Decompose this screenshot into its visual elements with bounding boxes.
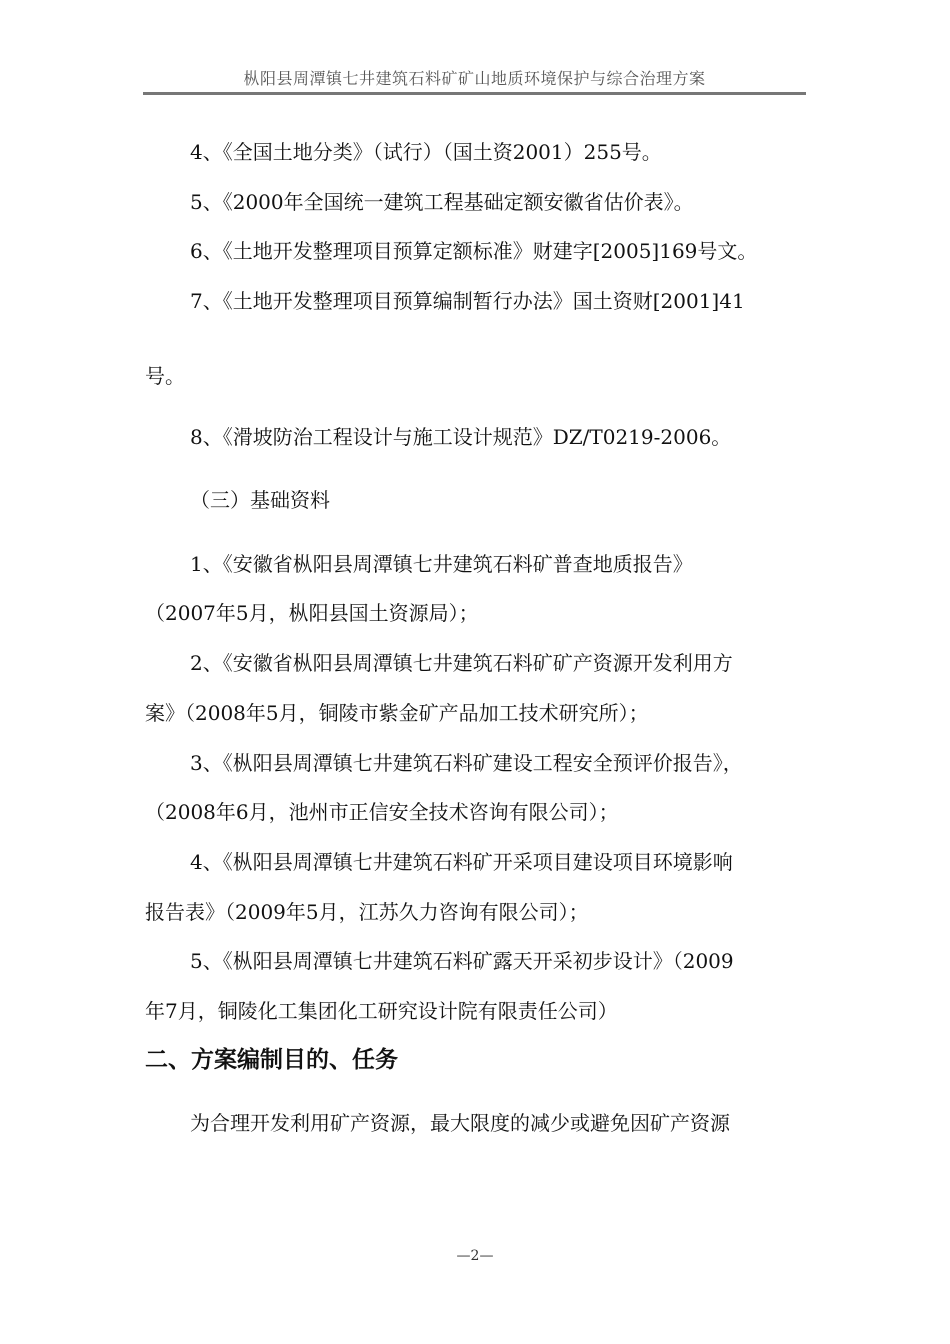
ref-item: 2、《安徽省枞阳县周潭镇七井建筑石料矿矿产资源开发利用方 — [190, 651, 733, 675]
ref-item: 4、《枞阳县周潭镇七井建筑石料矿开采项目建设项目环境影响 — [190, 850, 733, 874]
page-number: —2— — [456, 1248, 494, 1264]
ref-item-continued: 号。 — [145, 364, 185, 388]
ref-item: 8、《滑坡防治工程设计与施工设计规范》DZ/T0219-2006。 — [190, 425, 732, 449]
ref-item: 3、《枞阳县周潭镇七井建筑石料矿建设工程安全预评价报告》， — [190, 751, 743, 775]
ref-item-continued: 年7月，铜陵化工集团化工研究设计院有限责任公司） — [145, 999, 618, 1023]
ref-item: 5、《枞阳县周潭镇七井建筑石料矿露天开采初步设计》（2009 — [190, 949, 734, 973]
subheading-basic-materials: （三）基础资料 — [190, 488, 330, 512]
ref-item: 5、《2000年全国统一建筑工程基础定额安徽省估价表》。 — [190, 190, 694, 214]
ref-item-continued: 报告表》（2009年5月，江苏久力咨询有限公司）； — [145, 900, 589, 924]
section-title: 二、方案编制目的、任务 — [145, 1047, 398, 1073]
ref-item-continued: 案》（2008年5月，铜陵市紫金矿产品加工技术研究所）； — [145, 701, 649, 725]
header-rule — [143, 92, 806, 95]
ref-item-continued: （2008年6月，池州市正信安全技术咨询有限公司）； — [145, 800, 619, 824]
ref-item: 1、《安徽省枞阳县周潭镇七井建筑石料矿普查地质报告》 — [190, 552, 693, 576]
ref-item: 6、《土地开发整理项目预算定额标准》财建字[2005]169号文。 — [190, 239, 758, 263]
header-title: 枞阳县周潭镇七井建筑石料矿矿山地质环境保护与综合治理方案 — [243, 69, 706, 88]
ref-item-continued: （2007年5月，枞阳县国土资源局）； — [145, 601, 479, 625]
ref-item: 4、《全国土地分类》（试行）（国土资2001）255号。 — [190, 140, 662, 164]
ref-item: 7、《土地开发整理项目预算编制暂行办法》国土资财[2001]41 — [190, 289, 745, 313]
body-paragraph: 为合理开发利用矿产资源，最大限度的减少或避免因矿产资源 — [190, 1111, 730, 1135]
